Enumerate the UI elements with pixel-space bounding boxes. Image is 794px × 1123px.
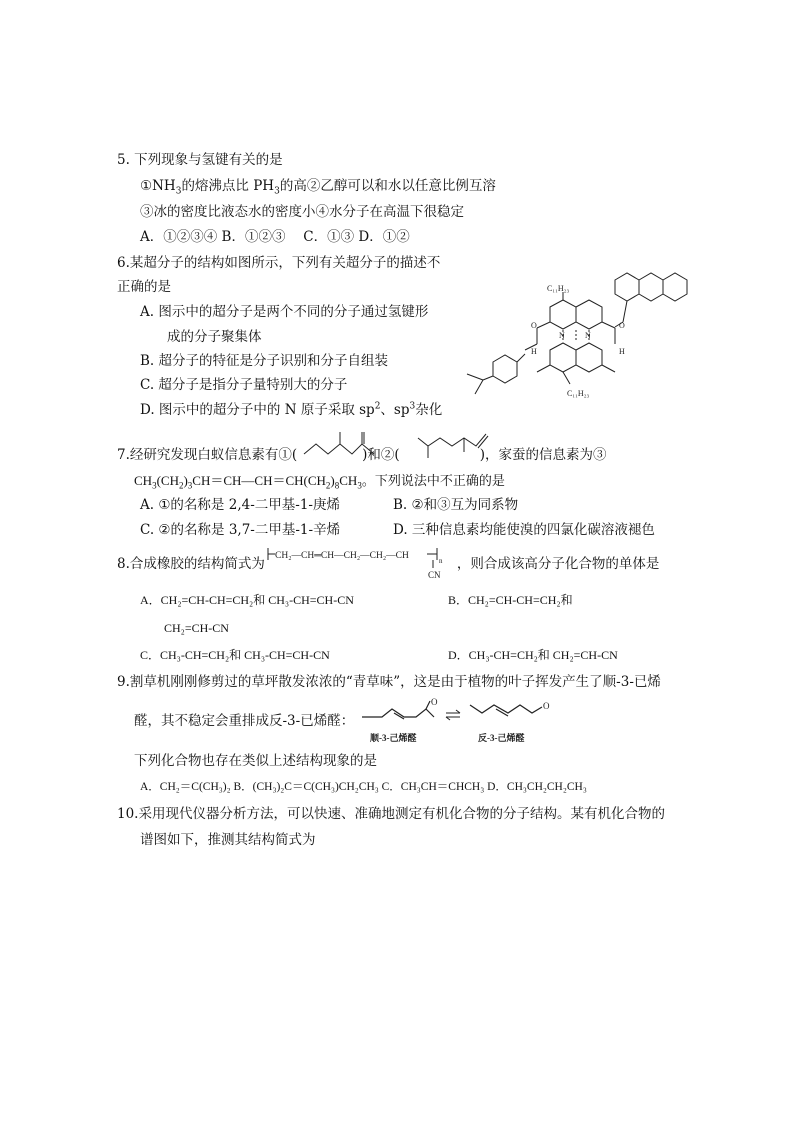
hydrogen-label: H — [619, 347, 625, 356]
trans-hexenal-label: 反-3-己烯醛 — [478, 733, 525, 743]
c11h23-top-label: C₁₁H₂₃ — [547, 284, 570, 293]
q10-stem: 10.采用现代仪器分析方法，可以快速、准确地测定有机化合物的分子结构。某有机化合物的 — [117, 806, 665, 822]
svg-text:O: O — [431, 697, 438, 707]
q6-stem: 6.某超分子的结构如图所示，下列有关超分子的描述不 — [117, 255, 441, 271]
q7-option-d: D. 三种信息素均能使溴的四氯化碳溶液褪色 — [393, 522, 655, 538]
q7-option-c: C. ②的名称是 3,7-二甲基-1-辛烯 — [140, 522, 341, 538]
nitrogen-label: N — [585, 331, 591, 340]
nitrogen-label: N — [559, 331, 565, 340]
q5-statement-2: ③冰的密度比液态水的密度小④水分子在高温下很稳定 — [140, 204, 464, 220]
rubber-structure — [265, 544, 460, 584]
q5-stem: 5. 下列现象与氢键有关的是 — [117, 152, 283, 168]
q7-formula-line: $CH_3(CH_2)_3CH=CH—CH=CH(CH_2)_8CH_3$。下列说法中不正确的是 — [134, 473, 505, 491]
q7-stem: 7.经研究发现白蚁信息素有①( )和②( )，家蚕的信息素为③ — [117, 447, 607, 463]
q9-options: A．CH₂＝C(CH₃)₂ B．(CH₃)₂C＝C(CH₃)CH₂CH₃ C．CH₃CH＝CHCH₃ D．CH₃CH₂CH₂CH₃ — [140, 781, 587, 793]
q9-question: 下列化合物也存在类似上述结构现象的是 — [134, 753, 377, 769]
q7-option-a: A. ①的名称是 2,4-二甲基-1-庚烯 — [140, 497, 340, 513]
q5-statement-1: $①NH_3$的熔沸点比 $PH_3$的高②乙醇可以和水以任意比例互溶 — [140, 178, 496, 197]
q6-option-a: A. 图示中的超分子是两个不同的分子通过氢键形 — [140, 304, 429, 320]
q6-option-b: B. 超分子的特征是分子识别和分子自组装 — [140, 353, 389, 369]
oxygen-label: O — [531, 321, 537, 330]
q6-option-a-cont: 成的分子聚集体 — [167, 329, 262, 345]
q6-stem-cont: 正确的是 — [117, 279, 171, 295]
q6-option-c: C. 超分子是指分子量特别大的分子 — [140, 377, 348, 393]
q8-option-d: D．CH₃-CH=CH₂和 CH₂=CH-CN — [448, 648, 618, 662]
pheromone-1-skeletal — [300, 430, 380, 460]
oxygen-label: O — [619, 321, 625, 330]
rubber-formula-text: CH₂—CH═CH—CH₂—CH₂—CH — [275, 551, 409, 561]
q6-option-d: D. 图示中的超分子中的 N 原子采取 $sp^2$、$sp^3$杂化 — [140, 401, 443, 418]
q8-option-b: B．CH₂=CH-CH=CH₂和 — [448, 593, 573, 607]
cn-group-label: CN — [428, 570, 441, 580]
q8-option-b-cont: CH₂=CH-CN — [164, 621, 229, 635]
q7-option-b: B. ②和③互为同系物 — [393, 497, 519, 513]
q8-stem: 8.合成橡胶的结构简式为 ，则合成该高分子化合物的单体是 — [117, 556, 660, 572]
c11h23-bottom-label: C₁₁H₂₃ — [567, 389, 590, 398]
q9-stem-cont: 醛，其不稳定会重排成反-3-已烯醛： — [134, 713, 355, 729]
hexenal-isomerization — [360, 697, 560, 745]
q8-option-a: A．CH₂=CH-CH=CH₂和 CH₃-CH=CH-CN — [140, 593, 354, 607]
q5-options: A．①②③④ B．①②③ C．①③ D．①② — [140, 229, 410, 245]
hydrogen-label: H — [531, 347, 537, 356]
q9-stem: 9.割草机刚刚修剪过的草坪散发浓浓的“青草味”，这是由于植物的叶子挥发产生了顺-3-已烯 — [117, 674, 661, 690]
cis-hexenal-label: 顺-3-己烯醛 — [370, 733, 417, 743]
supramolecule-figure — [455, 262, 695, 410]
pheromone-2-skeletal — [414, 428, 494, 462]
svg-text:O: O — [543, 701, 550, 711]
q8-option-c: C．CH₃-CH=CH₂和 CH₃-CH=CH-CN — [140, 648, 330, 662]
q10-stem-cont: 谱图如下，推测其结构简式为 — [140, 832, 316, 848]
repeat-n-label: n — [439, 557, 443, 565]
